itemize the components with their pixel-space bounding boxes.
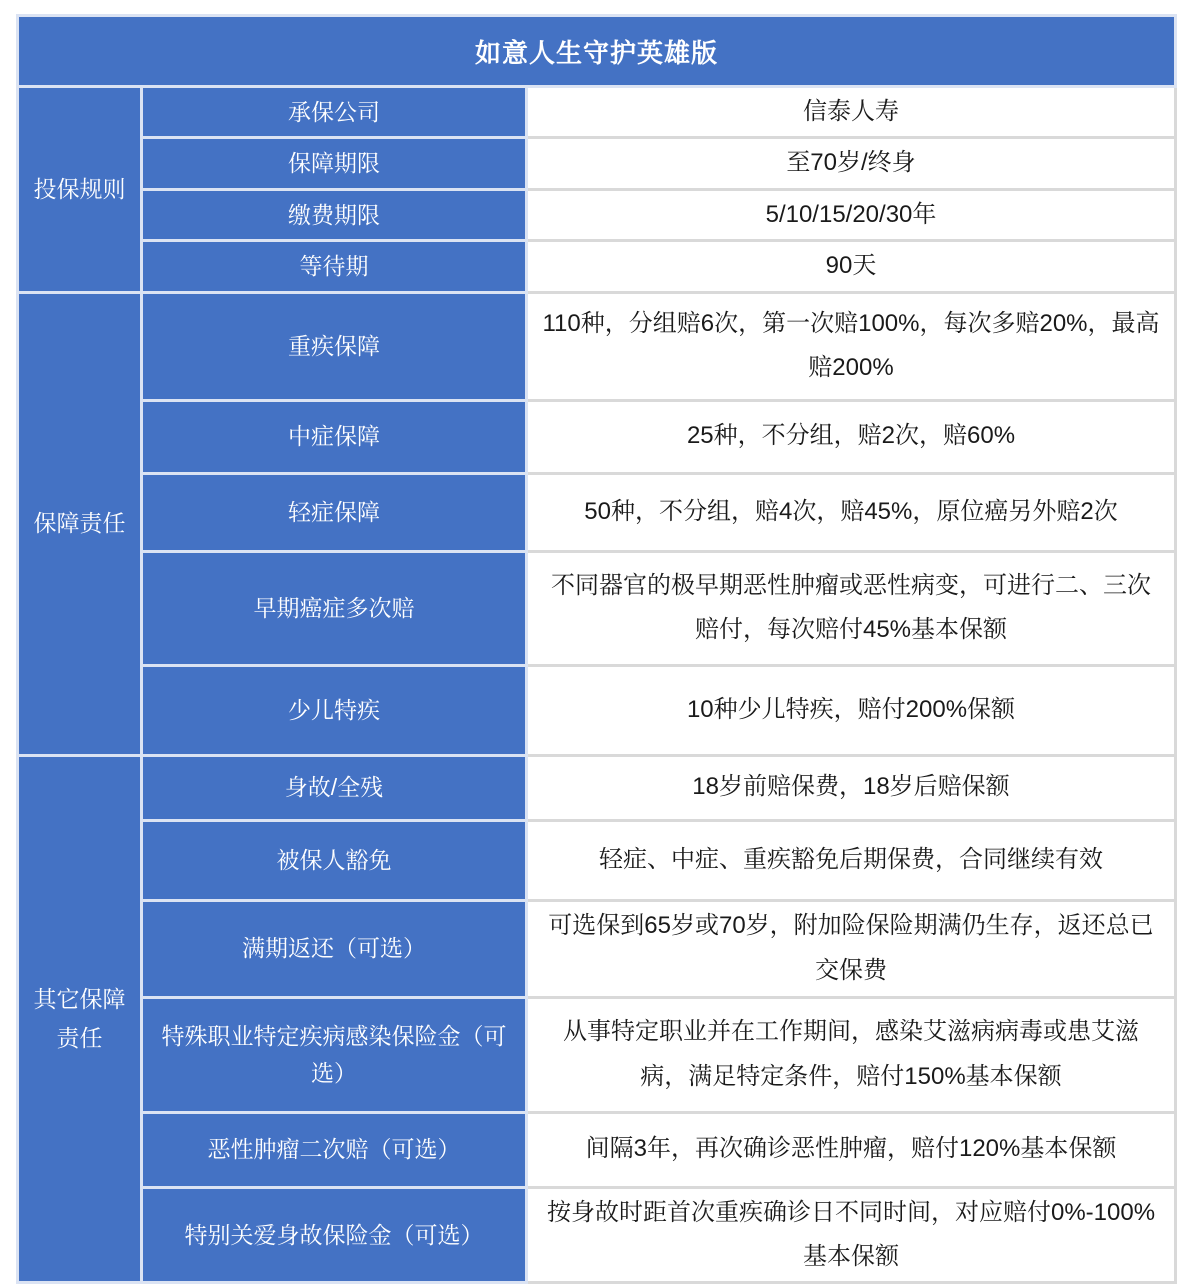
label-cell-coverage-period: 保障期限 — [142, 138, 527, 189]
value-cell-mild-illness: 50种，不分组，赔4次，赔45%，原位癌另外赔2次 — [527, 473, 1176, 551]
table-row — [18, 241, 1176, 292]
table-row — [18, 665, 1176, 755]
label-cell-critical-illness: 重疾保障 — [142, 292, 527, 400]
value-cell-early-cancer-multi-pay: 不同器官的极早期恶性肿瘤或恶性病变，可进行二、三次赔付，每次赔付45%基本保额 — [527, 551, 1176, 665]
table-row — [18, 189, 1176, 240]
value-cell-payment-period: 5/10/15/20/30年 — [527, 189, 1176, 240]
value-cell-insurer: 信泰人寿 — [527, 87, 1176, 138]
table-row — [18, 138, 1176, 189]
label-cell-child-special-disease: 少儿特疾 — [142, 665, 527, 755]
label-cell-maturity-refund: 满期返还（可选） — [142, 900, 527, 997]
insurance-product-table — [16, 14, 1174, 1284]
table-row — [18, 292, 1176, 400]
product-table — [16, 14, 1177, 1284]
group-cell-coverage-liability: 保障责任 — [18, 292, 142, 755]
product-title: 如意人生守护英雄版 — [18, 16, 1176, 87]
group-cell-other-liability: 其它保障责任 — [18, 755, 142, 1283]
value-cell-coverage-period: 至70岁/终身 — [527, 138, 1176, 189]
label-cell-insurer: 承保公司 — [142, 87, 527, 138]
value-cell-special-occupation-infection: 从事特定职业并在工作期间，感染艾滋病病毒或患艾滋病，满足特定条件，赔付150%基本保额 — [527, 997, 1176, 1112]
value-cell-special-care-death-benefit: 按身故时距首次重疾确诊日不同时间，对应赔付0%-100%基本保额 — [527, 1187, 1176, 1283]
label-cell-mild-illness: 轻症保障 — [142, 473, 527, 551]
label-cell-early-cancer-multi-pay: 早期癌症多次赔 — [142, 551, 527, 665]
table-row — [18, 900, 1176, 997]
label-cell-payment-period: 缴费期限 — [142, 189, 527, 240]
value-cell-waiting-period: 90天 — [527, 241, 1176, 292]
table-row — [18, 87, 1176, 138]
table-row — [18, 997, 1176, 1112]
table-row — [18, 400, 1176, 473]
table-row — [18, 473, 1176, 551]
value-cell-child-special-disease: 10种少儿特疾，赔付200%保额 — [527, 665, 1176, 755]
label-cell-cancer-second-pay: 恶性肿瘤二次赔（可选） — [142, 1112, 527, 1187]
value-cell-critical-illness: 110种，分组赔6次，第一次赔100%，每次多赔20%，最高赔200% — [527, 292, 1176, 400]
group-cell-underwriting-rules: 投保规则 — [18, 87, 142, 293]
table-row — [18, 551, 1176, 665]
value-cell-death-disability: 18岁前赔保费，18岁后赔保额 — [527, 755, 1176, 820]
table-title-row — [18, 16, 1176, 87]
table-row — [18, 1187, 1176, 1283]
value-cell-moderate-illness: 25种，不分组，赔2次，赔60% — [527, 400, 1176, 473]
label-cell-waiting-period: 等待期 — [142, 241, 527, 292]
table-row — [18, 755, 1176, 820]
value-cell-insured-waiver: 轻症、中症、重疾豁免后期保费，合同继续有效 — [527, 820, 1176, 900]
value-cell-maturity-refund: 可选保到65岁或70岁，附加险保险期满仍生存，返还总已交保费 — [527, 900, 1176, 997]
label-cell-insured-waiver: 被保人豁免 — [142, 820, 527, 900]
table-row — [18, 820, 1176, 900]
table-row — [18, 1112, 1176, 1187]
label-cell-moderate-illness: 中症保障 — [142, 400, 527, 473]
label-cell-special-care-death-benefit: 特别关爱身故保险金（可选） — [142, 1187, 527, 1283]
label-cell-special-occupation-infection: 特殊职业特定疾病感染保险金（可选） — [142, 997, 527, 1112]
value-cell-cancer-second-pay: 间隔3年，再次确诊恶性肿瘤，赔付120%基本保额 — [527, 1112, 1176, 1187]
label-cell-death-disability: 身故/全残 — [142, 755, 527, 820]
